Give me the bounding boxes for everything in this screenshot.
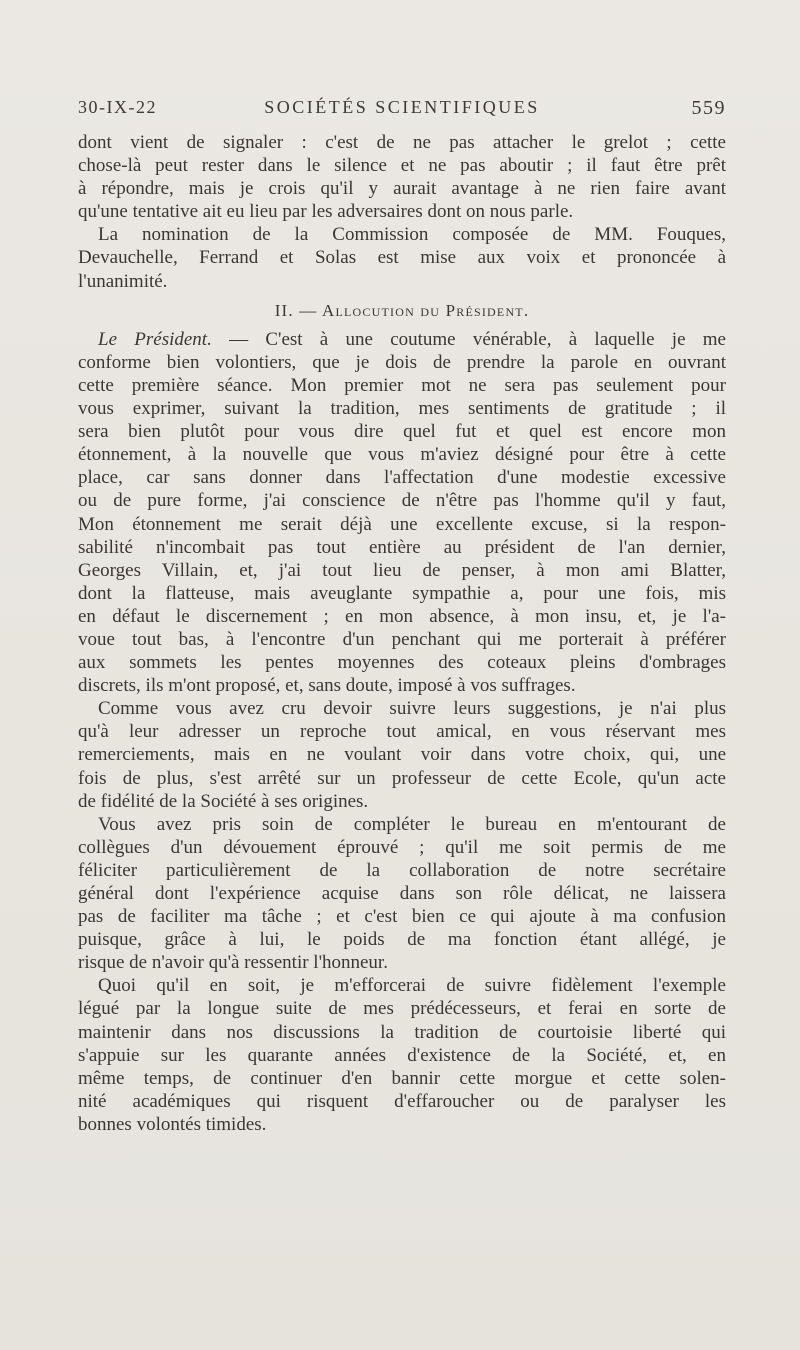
- text-line: sabilité n'incombait pas tout entière au président de l'an dernier,: [78, 536, 726, 558]
- text-line: légué par la longue suite de mes prédécesseurs, et ferai en sorte de: [78, 998, 726, 1020]
- text-line: féliciter particulièrement de la collaboration de notre secrétaire: [78, 859, 726, 881]
- text-line: s'appuie sur les quarante années d'existence de la Société, et, en: [78, 1044, 726, 1066]
- text-line: en défaut le discernement ; en mon absence, à mon insu, et, je l'a-: [78, 605, 726, 627]
- text-line: La nomination de la Commission composée de MM. Fouques,: [98, 224, 726, 246]
- paragraph-3: [78, 328, 726, 698]
- text-line: Devauchelle, Ferrand et Solas est mise aux voix et prononcée à: [78, 247, 726, 269]
- text-line: vous exprimer, suivant la tradition, mes sentiments de gratitude ; il: [78, 398, 726, 420]
- text-line: maintenir dans nos discussions la tradition de courtoisie liberté qui: [78, 1021, 726, 1043]
- paragraph-4: [78, 697, 726, 812]
- text-line: ou de pure forme, j'ai conscience de n'être pas l'homme qu'il y faut,: [78, 490, 726, 512]
- text-line: fois de plus, s'est arrêté sur un professeur de cette Ecole, qu'un acte: [78, 767, 726, 789]
- text-line: collègues d'un dévouement éprouvé ; qu'il me soit permis de me: [78, 836, 726, 858]
- text-line: aux sommets les pentes moyennes des coteaux pleins d'ombrages: [78, 652, 726, 674]
- text-line: Vous avez pris soin de compléter le bureau en m'entourant de: [98, 813, 726, 835]
- paragraph-5: [78, 813, 726, 975]
- text-line: de fidélité de la Société à ses origines.: [78, 790, 369, 812]
- text-line: dont la flatteuse, mais aveuglante sympathie a, pour une fois, mis: [78, 582, 726, 604]
- header-date: 30-IX-22: [78, 97, 157, 117]
- text-line: l'unanimité.: [78, 270, 168, 292]
- header-title: SOCIÉTÉS SCIENTIFIQUES: [264, 97, 540, 117]
- text-line: pas de faciliter ma tâche ; et c'est bien ce qui ajoute à ma confusion: [78, 906, 726, 928]
- paragraph-2: [78, 223, 726, 292]
- paragraph-6: [78, 974, 726, 1136]
- text-line: Mon étonnement me serait déjà une excellente excuse, si la respon-: [78, 513, 726, 535]
- text-line: Le Président. — C'est à une coutume vénérable, à laquelle je me: [98, 328, 726, 350]
- text-line: bonnes volontés timides.: [78, 1113, 267, 1135]
- text-line: sera bien plutôt pour vous dire quel fut et quel est encore mon: [78, 421, 726, 443]
- text-line: nité académiques qui risquent d'effaroucher ou de paralyser les: [78, 1090, 726, 1112]
- text-line: conforme bien volontiers, que je dois de prendre la parole en ouvrant: [78, 351, 726, 373]
- text-line: général dont l'expérience acquise dans son rôle délicat, ne laissera: [78, 883, 726, 904]
- text-line: même temps, de continuer d'en bannir cette morgue et cette solen-: [78, 1067, 726, 1089]
- text-line: remerciements, mais en ne voulant voir dans votre choix, qui, une: [78, 744, 726, 766]
- text-line: qu'une tentative ait eu lieu par les adversaires dont on nous parle.: [78, 201, 574, 223]
- text-line: cette première séance. Mon premier mot ne sera pas seulement pour: [78, 374, 726, 396]
- text-line: qu'à leur adresser un reproche tout amical, en vous réservant mes: [78, 721, 726, 743]
- running-header: [78, 97, 726, 125]
- text-line: dont vient de signaler : c'est de ne pas attacher le grelot ; cette: [78, 132, 726, 153]
- body-text: [78, 131, 726, 1136]
- text-line: étonnement, à la nouvelle que vous m'aviez désigné pour être à cette: [78, 444, 726, 466]
- text-line: risque de n'avoir qu'à ressentir l'honneur.: [78, 952, 388, 974]
- text-line: place, car sans donner dans l'affectation d'une modestie excessive: [78, 467, 726, 489]
- text-line: à répondre, mais je crois qu'il y aurait avantage à ne rien faire avant: [78, 178, 726, 200]
- speaker-label: Le Président.: [98, 328, 212, 350]
- text-line: discrets, ils m'ont proposé, et, sans doute, imposé à vos suffrages.: [78, 675, 576, 697]
- text-line: voue tout bas, à l'encontre d'un penchant qui me porterait à préférer: [78, 628, 726, 650]
- text-line: puisque, grâce à lui, le poids de ma fonction étant allégé, je: [78, 929, 726, 951]
- text-line: Quoi qu'il en soit, je m'efforcerai de suivre fidèlement l'exemple: [98, 975, 726, 997]
- page-number: 559: [691, 97, 726, 119]
- text-line: Comme vous avez cru devoir suivre leurs suggestions, je n'ai plus: [98, 698, 726, 720]
- section-heading: II. — Allocution du Président.: [274, 300, 530, 320]
- text-line: Georges Villain, et, j'ai tout lieu de penser, à mon ami Blatter,: [78, 559, 726, 581]
- paragraph-1: [78, 131, 726, 223]
- text-line: chose-là peut rester dans le silence et ne pas aboutir ; il faut être prêt: [78, 155, 726, 177]
